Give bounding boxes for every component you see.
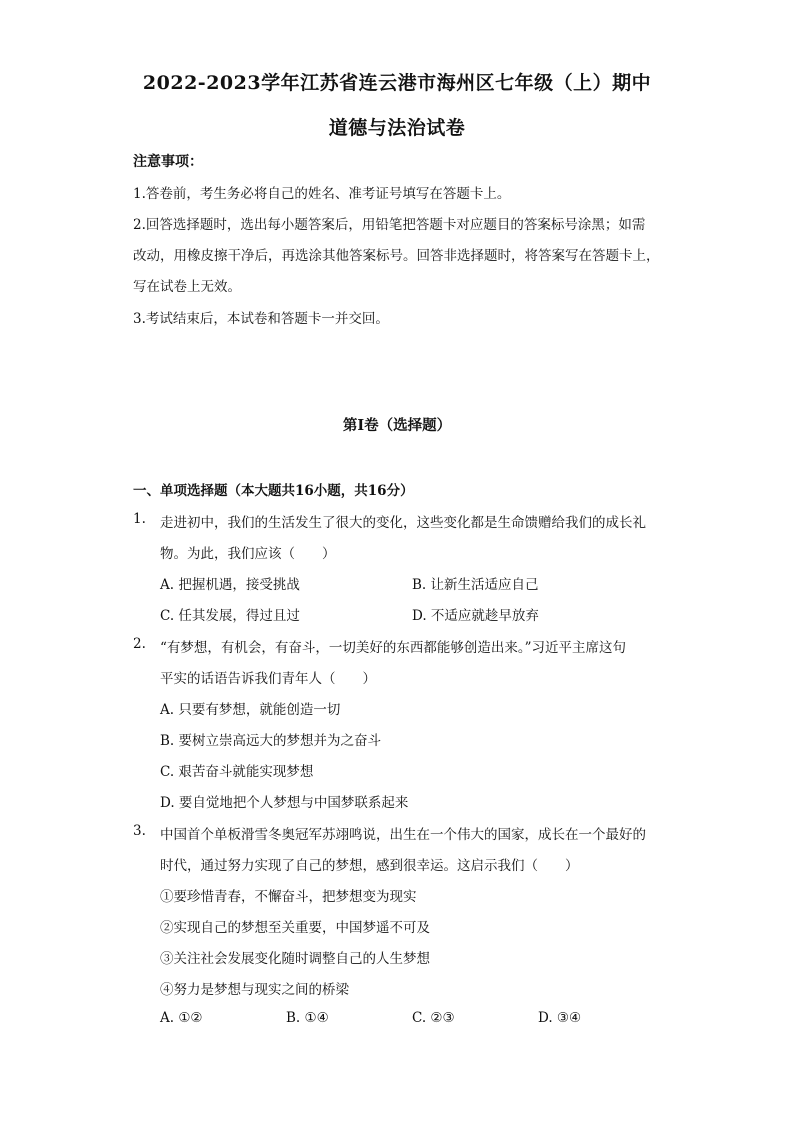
question-stem: 走进初中，我们的生活发生了很大的变化，这些变化都是生命馈赠给我们的成长礼 — [160, 515, 646, 531]
option-c: C. 任其发展，得过且过 — [160, 608, 300, 624]
option-c: C. ②③ — [412, 1010, 455, 1026]
notes-line: 1.答卷前，考生务必将自己的姓名、准考证号填写在答题卡上。 — [133, 186, 511, 202]
option-d: D. ③④ — [538, 1010, 582, 1026]
question-stem: “有梦想，有机会，有奋斗，一切美好的东西都能够创造出来。”习近平主席这句 — [160, 640, 627, 656]
notes-line: 2.回答选择题时，选出每小题答案后，用铅笔把答题卡对应题目的答案标号涂黑；如需 — [133, 217, 646, 233]
option-b: B. 让新生活适应自己 — [412, 577, 539, 593]
question-number: 1. — [133, 511, 146, 527]
statement-1: ①要珍惜青春，不懈奋斗，把梦想变为现实 — [160, 889, 417, 905]
statement-3: ③关注社会发展变化随时调整自己的人生梦想 — [160, 951, 430, 967]
option-d: D. 要自觉地把个人梦想与中国梦联系起来 — [160, 795, 409, 811]
question-number: 2. — [133, 636, 146, 652]
question-stem: 平实的话语告诉我们青年人（ ） — [160, 671, 376, 687]
option-a: A. 只要有梦想，就能创造一切 — [160, 702, 341, 718]
option-b: B. 要树立崇高远大的梦想并为之奋斗 — [160, 733, 382, 749]
option-b: B. ①④ — [286, 1010, 329, 1026]
option-c: C. 艰苦奋斗就能实现梦想 — [160, 764, 314, 780]
part-heading: 一、单项选择题（本大题共16小题，共16分） — [133, 483, 414, 499]
question-stem: 时代，通过努力实现了自己的梦想，感到很幸运。这启示我们（ ） — [160, 858, 579, 874]
question-stem: 中国首个单板滑雪冬奥冠军苏翊鸣说，出生在一个伟大的国家，成长在一个最好的 — [160, 827, 646, 843]
option-d: D. 不适应就趁早放弃 — [412, 608, 539, 624]
exam-title-line2: 道德与法治试卷 — [328, 117, 466, 139]
statement-4: ④努力是梦想与现实之间的桥梁 — [160, 982, 349, 998]
exam-title-line1: 2022-2023学年江苏省连云港市海州区七年级（上）期中 — [142, 72, 652, 94]
question-number: 3. — [133, 823, 146, 839]
section-title: 第Ⅰ卷（选择题） — [342, 417, 452, 434]
notes-line: 3.考试结束后，本试卷和答题卡一并交回。 — [133, 311, 389, 327]
notes-line: 写在试卷上无效。 — [133, 279, 241, 295]
notes-heading: 注意事项： — [133, 154, 203, 170]
statement-2: ②实现自己的梦想至关重要，中国梦遥不可及 — [160, 920, 430, 936]
option-a: A. 把握机遇，接受挑战 — [160, 577, 300, 593]
question-stem: 物。为此，我们应该（ ） — [160, 546, 336, 562]
option-a: A. ①② — [160, 1010, 203, 1026]
notes-line: 改动，用橡皮擦干净后，再选涂其他答案标号。回答非选择题时，将答案写在答题卡上， — [133, 248, 660, 264]
